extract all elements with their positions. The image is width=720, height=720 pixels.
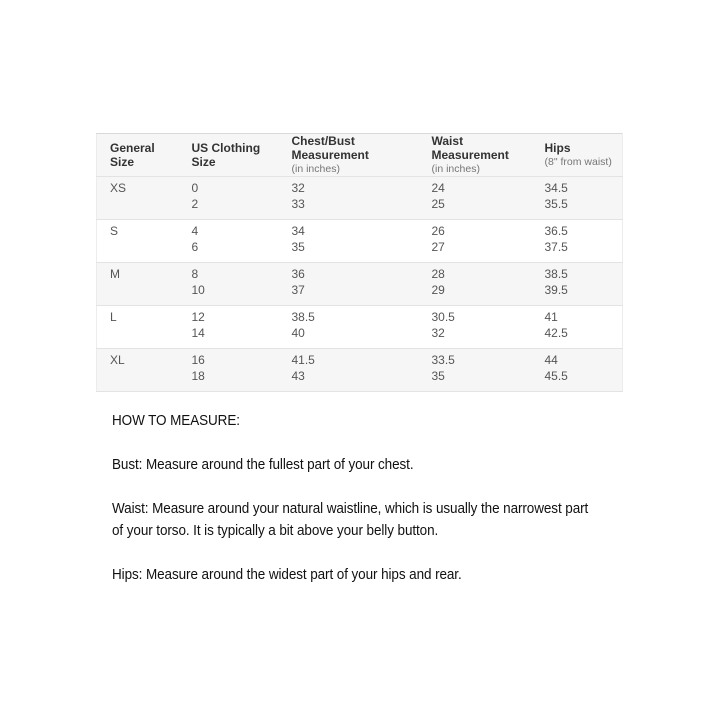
table-header-row xyxy=(97,134,623,177)
cell-hips: 44 45.5 xyxy=(532,349,623,392)
cell-us-size: 0 2 xyxy=(179,177,279,220)
waist-instruction xyxy=(112,498,588,542)
column-header-waist xyxy=(419,134,532,177)
cell-us-size: 12 14 xyxy=(179,306,279,349)
cell-chest: 32 33 xyxy=(279,177,419,220)
column-sublabel: (in inches) xyxy=(291,163,340,175)
cell-hips: 38.5 39.5 xyxy=(532,263,623,306)
waist-instruction-line2: of your torso. It is typically a bit above your belly button. xyxy=(112,522,439,539)
column-header-chest-bust xyxy=(279,134,419,177)
bust-instruction: Bust: Measure around the fullest part of your chest. xyxy=(112,456,414,473)
cell-general-size: M xyxy=(97,263,179,306)
cell-general-size: L xyxy=(97,306,179,349)
column-sublabel: (8" from waist) xyxy=(544,156,612,168)
cell-hips: 34.5 35.5 xyxy=(532,177,623,220)
cell-chest: 34 35 xyxy=(279,220,419,263)
size-chart-table xyxy=(96,133,623,392)
cell-us-size: 16 18 xyxy=(179,349,279,392)
table-row-xs xyxy=(97,177,623,220)
cell-us-size: 4 6 xyxy=(179,220,279,263)
cell-waist: 33.5 35 xyxy=(419,349,532,392)
cell-general-size: XS xyxy=(97,177,179,220)
table-row-s xyxy=(97,220,623,263)
waist-instruction-line1: Waist: Measure around your natural waistline, which is usually the narrowest part xyxy=(112,500,589,517)
cell-chest: 41.5 43 xyxy=(279,349,419,392)
table-row-l xyxy=(97,306,623,349)
column-header-general-size xyxy=(97,134,179,177)
cell-general-size: S xyxy=(97,220,179,263)
cell-us-size: 8 10 xyxy=(179,263,279,306)
cell-chest: 36 37 xyxy=(279,263,419,306)
cell-general-size: XL xyxy=(97,349,179,392)
cell-waist: 28 29 xyxy=(419,263,532,306)
cell-chest: 38.5 40 xyxy=(279,306,419,349)
cell-waist: 24 25 xyxy=(419,177,532,220)
column-header-us-clothing-size xyxy=(179,134,279,177)
column-label: General Size xyxy=(110,141,155,169)
cell-waist: 26 27 xyxy=(419,220,532,263)
cell-hips: 36.5 37.5 xyxy=(532,220,623,263)
table-row-m xyxy=(97,263,623,306)
cell-hips: 41 42.5 xyxy=(532,306,623,349)
how-to-measure-section xyxy=(112,410,588,586)
column-label: US Clothing Size xyxy=(191,141,261,169)
table-row-xl xyxy=(97,349,623,392)
column-label: Chest/Bust Measurement xyxy=(291,134,369,162)
column-sublabel: (in inches) xyxy=(431,163,480,175)
hips-instruction: Hips: Measure around the widest part of your hips and rear. xyxy=(112,566,462,583)
cell-waist: 30.5 32 xyxy=(419,306,532,349)
how-to-measure-heading: HOW TO MEASURE: xyxy=(112,412,240,429)
column-header-hips xyxy=(532,134,623,177)
column-label: Waist Measurement xyxy=(431,134,509,162)
column-label: Hips xyxy=(544,141,571,155)
